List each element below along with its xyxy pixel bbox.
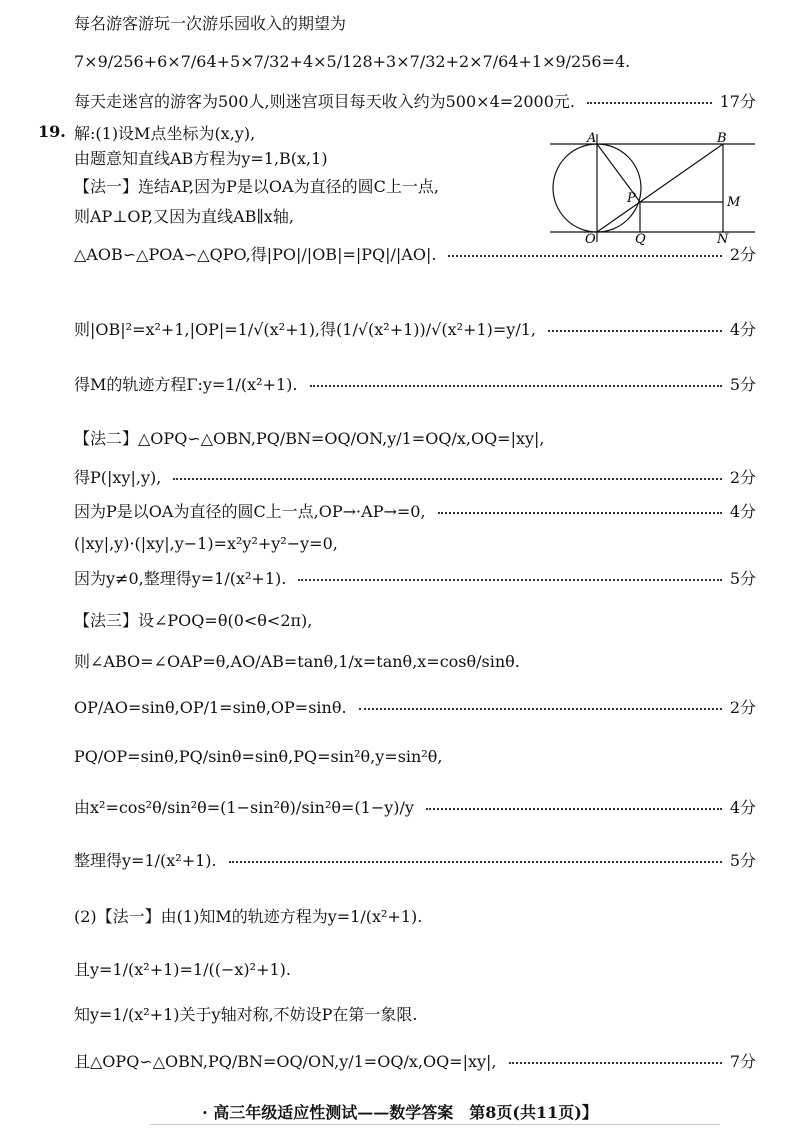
line-text: PQ/OP=sinθ,PQ/sinθ=sinθ,PQ=sin²θ,y=sin²θ,	[74, 747, 443, 766]
question-number: 19.	[38, 122, 66, 141]
dot-leader	[310, 385, 722, 387]
label-M: M	[727, 195, 741, 210]
label-P: P	[627, 191, 636, 206]
label-N: N	[717, 232, 729, 245]
line-text: 解:(1)设M点坐标为(x,y),	[74, 124, 256, 143]
score-mark: 17分	[719, 92, 756, 111]
solution-line	[74, 318, 770, 342]
line-text: 得M的轨迹方程Γ:y=1/(x²+1).	[74, 375, 298, 394]
line-text: 则∠ABO=∠OAP=θ,AO/AB=tanθ,1/x=tanθ,x=cosθ/sinθ.	[74, 652, 520, 671]
dot-leader	[298, 579, 722, 581]
line-text: (2)【法一】由(1)知M的轨迹方程为y=1/(x²+1).	[74, 907, 423, 926]
line-text: 知y=1/(x²+1)关于y轴对称,不妨设P在第一象限.	[74, 1005, 418, 1024]
dot-leader	[173, 478, 722, 480]
solution-line	[74, 12, 770, 36]
geometry-figure	[545, 130, 760, 245]
label-O: O	[585, 232, 596, 245]
solution-line	[74, 745, 770, 769]
score-mark: 4分	[729, 502, 756, 521]
solution-line	[74, 905, 770, 929]
dot-leader	[587, 102, 712, 104]
score-mark: 2分	[729, 698, 756, 717]
line-text: 因为P是以OA为直径的圆C上一点,OP→·AP→=0,	[74, 502, 426, 521]
line-text: 整理得y=1/(x²+1).	[74, 851, 217, 870]
solution-line	[74, 849, 770, 873]
score-mark: 4分	[729, 798, 756, 817]
line-text: 且△OPQ∽△OBN,PQ/BN=OQ/ON,y/1=OQ/x,OQ=|xy|,	[74, 1052, 497, 1071]
score-mark: 4分	[729, 320, 756, 339]
dot-leader	[229, 861, 722, 863]
label-A: A	[587, 131, 597, 146]
dot-leader	[548, 330, 722, 332]
solution-line	[74, 373, 770, 397]
solution-line	[74, 958, 770, 982]
solution-line	[74, 243, 770, 267]
line-text: 【法一】连结AP,因为P是以OA为直径的圆C上一点,	[74, 177, 439, 196]
dot-leader	[509, 1062, 722, 1064]
solution-line	[74, 609, 770, 633]
solution-line	[74, 650, 770, 674]
solution-line	[74, 1003, 770, 1027]
label-B: B	[717, 131, 727, 146]
score-mark: 2分	[729, 245, 756, 264]
solution-line	[74, 50, 770, 74]
line-text: 得P(|xy|,y),	[74, 468, 162, 487]
solution-line	[74, 567, 770, 591]
dot-leader	[448, 255, 722, 257]
line-text: △AOB∽△POA∽△QPO,得|PO|/|OB|=|PQ|/|AO|.	[74, 245, 437, 264]
line-text: (|xy|,y)·(|xy|,y−1)=x²y²+y²−y=0,	[74, 534, 338, 553]
solution-line	[74, 90, 770, 114]
line-text: 因为y≠0,整理得y=1/(x²+1).	[74, 569, 287, 588]
line-text: 且y=1/(x²+1)=1/((−x)²+1).	[74, 960, 291, 979]
line-text: 由x²=cos²θ/sin²θ=(1−sin²θ)/sin²θ=(1−y)/y	[74, 798, 414, 817]
dot-leader	[359, 708, 722, 710]
solution-line	[74, 427, 770, 451]
score-mark: 5分	[729, 375, 756, 394]
solution-line	[74, 466, 770, 490]
solution-line	[74, 1050, 770, 1074]
footer-rule	[150, 1124, 720, 1125]
line-text: 【法三】设∠POQ=θ(0<θ<2π),	[74, 611, 313, 630]
page-footer: · 高三年级适应性测试——数学答案 第8页(共11页)】	[202, 1103, 598, 1122]
label-Q: Q	[635, 232, 646, 245]
solution-line	[74, 500, 770, 524]
dot-leader	[438, 512, 722, 514]
line-text: 每名游客游玩一次游乐园收入的期望为	[74, 14, 347, 33]
score-mark: 5分	[729, 851, 756, 870]
line-text: 7×9/256+6×7/64+5×7/32+4×5/128+3×7/32+2×7/64+1×9/256=4.	[74, 52, 631, 71]
line-text: 每天走迷宫的游客为500人,则迷宫项目每天收入约为500×4=2000元.	[74, 92, 575, 111]
solution-line	[74, 532, 770, 556]
line-text: 则|OB|²=x²+1,|OP|=1/√(x²+1),得(1/√(x²+1))/√(x²+1)=y/1,	[74, 320, 536, 339]
line-text: 则AP⊥OP,又因为直线AB∥x轴,	[74, 207, 294, 226]
line-text: 由题意知直线AB方程为y=1,B(x,1)	[74, 149, 328, 168]
segment-OB	[597, 144, 723, 232]
dot-leader	[426, 808, 722, 810]
line-text: 【法二】△OPQ∽△OBN,PQ/BN=OQ/ON,y/1=OQ/x,OQ=|xy|,	[74, 429, 545, 448]
score-mark: 5分	[729, 569, 756, 588]
score-mark: 2分	[729, 468, 756, 487]
score-mark: 7分	[729, 1052, 756, 1071]
solution-line	[74, 796, 770, 820]
solution-line	[74, 696, 770, 720]
line-text: OP/AO=sinθ,OP/1=sinθ,OP=sinθ.	[74, 698, 347, 717]
